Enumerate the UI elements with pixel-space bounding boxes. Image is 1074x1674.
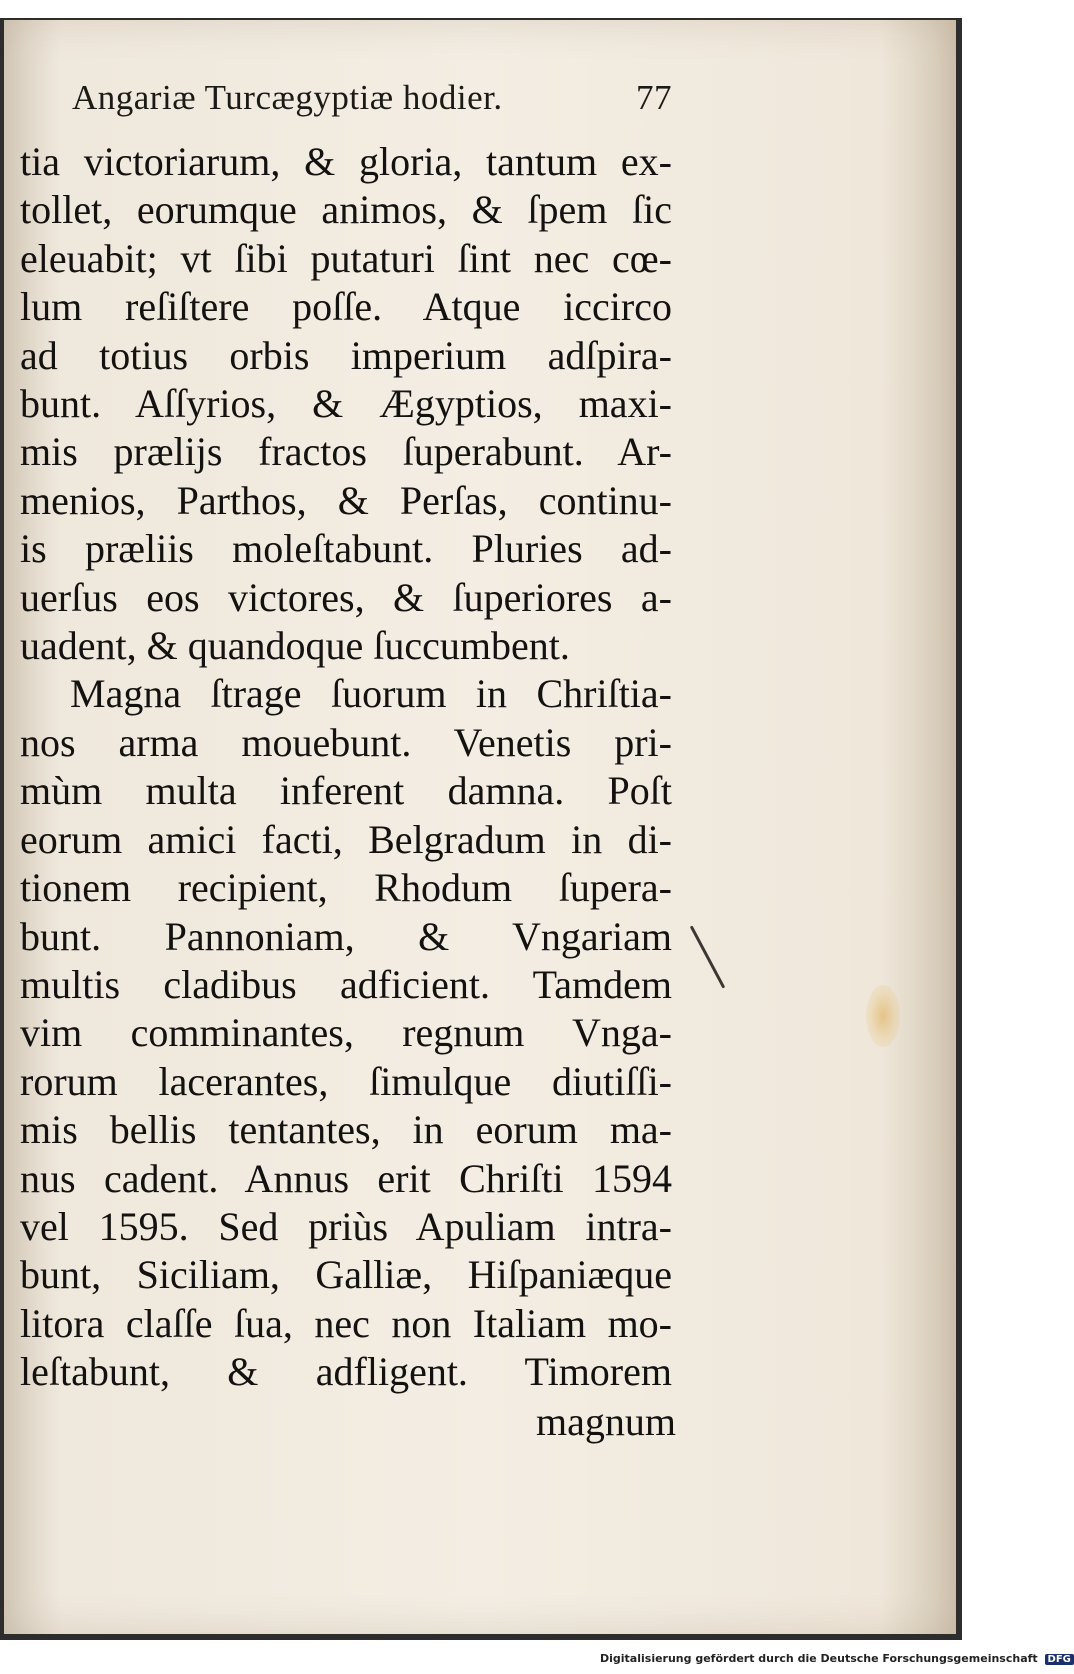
- text-block: [20, 138, 672, 1397]
- text-line: rorum lacerantes, ſimulque diutiſſi-: [20, 1058, 672, 1104]
- text-line: vel 1595. Sed priùs Apuliam intra-: [20, 1203, 672, 1249]
- text-line: tia victoriarum, & gloria, tantum ex-: [20, 139, 672, 184]
- paper-stain: [866, 985, 900, 1047]
- page-number: 77: [636, 78, 672, 117]
- text-line: multis cladibus adficient. Tamdem: [20, 961, 672, 1007]
- digitization-credit: [600, 1652, 1074, 1665]
- text-line: nus cadent. Annus erit Chriſti 1594: [20, 1155, 672, 1201]
- text-line: is præliis moleſtabunt. Pluries ad-: [20, 526, 672, 572]
- text-line: uerſus eos victores, & ſuperiores a-: [20, 574, 672, 620]
- text-line: nos arma mouebunt. Venetis pri-: [20, 719, 672, 765]
- text-line: tollet, eorumque animos, & ſpem ſic: [20, 187, 672, 233]
- text-line: uadent, & quandoque ſuccumbent.: [20, 623, 570, 669]
- running-header: [72, 78, 672, 118]
- text-line: lum reſiſtere poſſe. Atque iccirco: [20, 284, 672, 330]
- text-line: bunt. Aſſyrios, & Ægyptios, maxi-: [20, 381, 672, 427]
- text-line: menios, Parthos, & Perſas, continu-: [20, 477, 672, 523]
- text-line: leſtabunt, & adfligent. Timorem: [20, 1349, 672, 1395]
- text-line: tionem recipient, Rhodum ſupera-: [20, 865, 672, 911]
- running-title: Angariæ Turcægyptiæ hodier.: [72, 78, 503, 117]
- text-line: ad totius orbis imperium adſpira-: [20, 332, 672, 378]
- text-line: bunt, Siciliam, Galliæ, Hiſpaniæque: [20, 1252, 672, 1298]
- text-line: eorum amici facti, Belgradum in di-: [20, 816, 672, 862]
- text-line: mis bellis tentantes, in eorum ma-: [20, 1107, 672, 1153]
- credit-text: Digitalisierung gefördert durch die Deutsche Forschungsgemeinschaft: [600, 1652, 1038, 1665]
- text-line: mùm multa inferent damna. Poſt: [20, 768, 672, 814]
- dfg-logo: DFG: [1045, 1654, 1074, 1665]
- text-line: vim comminantes, regnum Vnga-: [20, 1010, 672, 1056]
- text-line: Magna ſtrage ſuorum in Chriſtia-: [70, 671, 672, 717]
- catchword: magnum: [536, 1399, 676, 1444]
- text-line: eleuabit; vt ſibi putaturi ſint nec cœ-: [20, 235, 672, 281]
- text-line: bunt. Pannoniam, & Vngariam: [20, 913, 672, 959]
- text-line: mis prælijs fractos ſuperabunt. Ar-: [20, 429, 672, 475]
- text-line: litora claſſe ſua, nec non Italiam mo-: [20, 1300, 672, 1346]
